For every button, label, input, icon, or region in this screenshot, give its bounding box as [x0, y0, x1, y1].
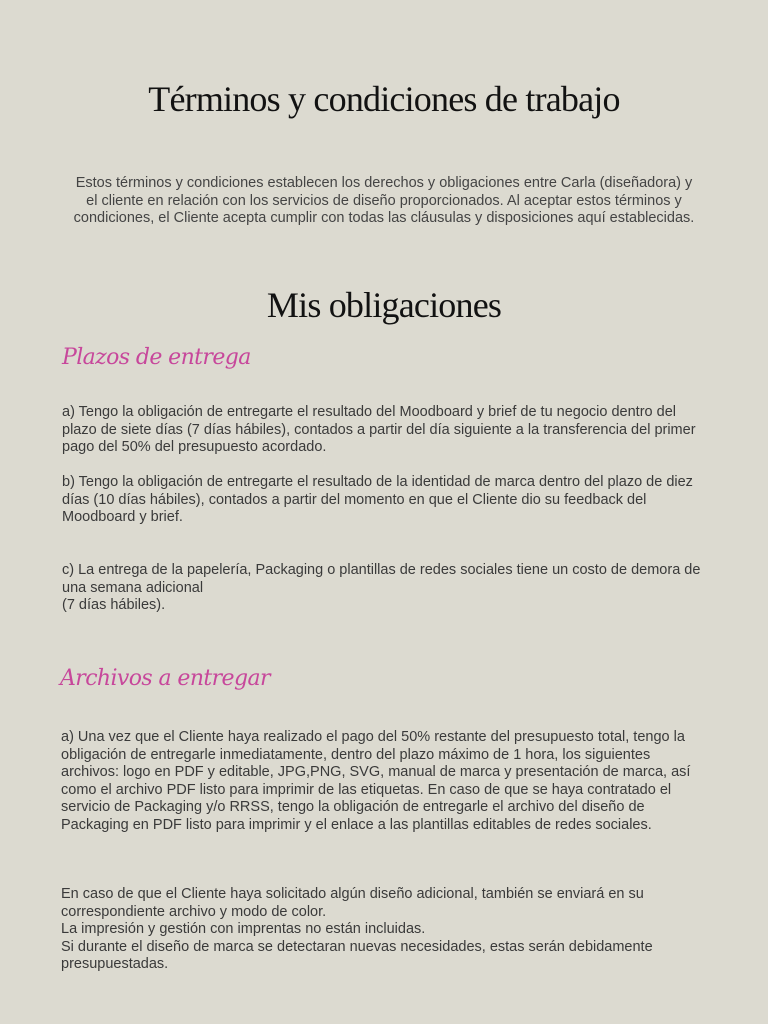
delivery-item-c: c) La entrega de la papelería, Packaging o plantillas de redes sociales tiene un costo de demora de una semana adicional (7 días hábiles).	[62, 562, 701, 614]
files-item-a: a) Una vez que el Cliente haya realizado el pago del 50% restante del presupuesto total, tengo la obligación de entregarle inmediatamente, dentro del plazo máximo de 1 hora, los siguientes archivos: logo en PDF y editable, JPG,PNG, SVG, manual de marca y presentación de marca, así como el archivo PDF listo para imprimir de las etiquetas. En caso de que se haya contratado el servicio de Packaging y/o RRSS, tengo la obligación de entregarle el archivo del diseño de Packaging en PDF listo para imprimir y el enlace a las plantillas editables de redes sociales.	[61, 729, 691, 833]
files-item-extra: En caso de que el Cliente haya solicitado algún diseño adicional, también se enviará en su correspondiente archivo y modo de color. La impresión y gestión con imprentas no están incluidas. Si durante el diseño de marca se detectaran nuevas necesidades, estas serán debidamente presupuestadas.	[61, 886, 653, 973]
section-title: Mis obligaciones	[266, 285, 502, 325]
delivery-item-a: a) Tengo la obligación de entregarte el resultado del Moodboard y brief de tu negocio dentro del plazo de siete días (7 días hábiles), contados a partir del día siguiente a la transferencia del primer pago del 50% del presupuesto acordado.	[62, 404, 696, 456]
intro-paragraph: Estos términos y condiciones establecen los derechos y obligaciones entre Carla (diseñadora) y el cliente en relación con los servicios de diseño proporcionados. Al aceptar estos términos y condiciones, el Cliente acepta cumplir con todas las cláusulas y disposiciones aquí establecidas.	[73, 175, 695, 227]
page-title: Términos y condiciones de trabajo	[148, 79, 620, 119]
delivery-item-b: b) Tengo la obligación de entregarte el resultado de la identidad de marca dentro del plazo de diez días (10 días hábiles), contados a partir del momento en que el Cliente dio su feedback del Moodboard y brief.	[62, 474, 693, 526]
delivery-heading: Plazos de entrega	[62, 345, 251, 370]
files-heading: Archivos a entregar	[60, 666, 270, 691]
